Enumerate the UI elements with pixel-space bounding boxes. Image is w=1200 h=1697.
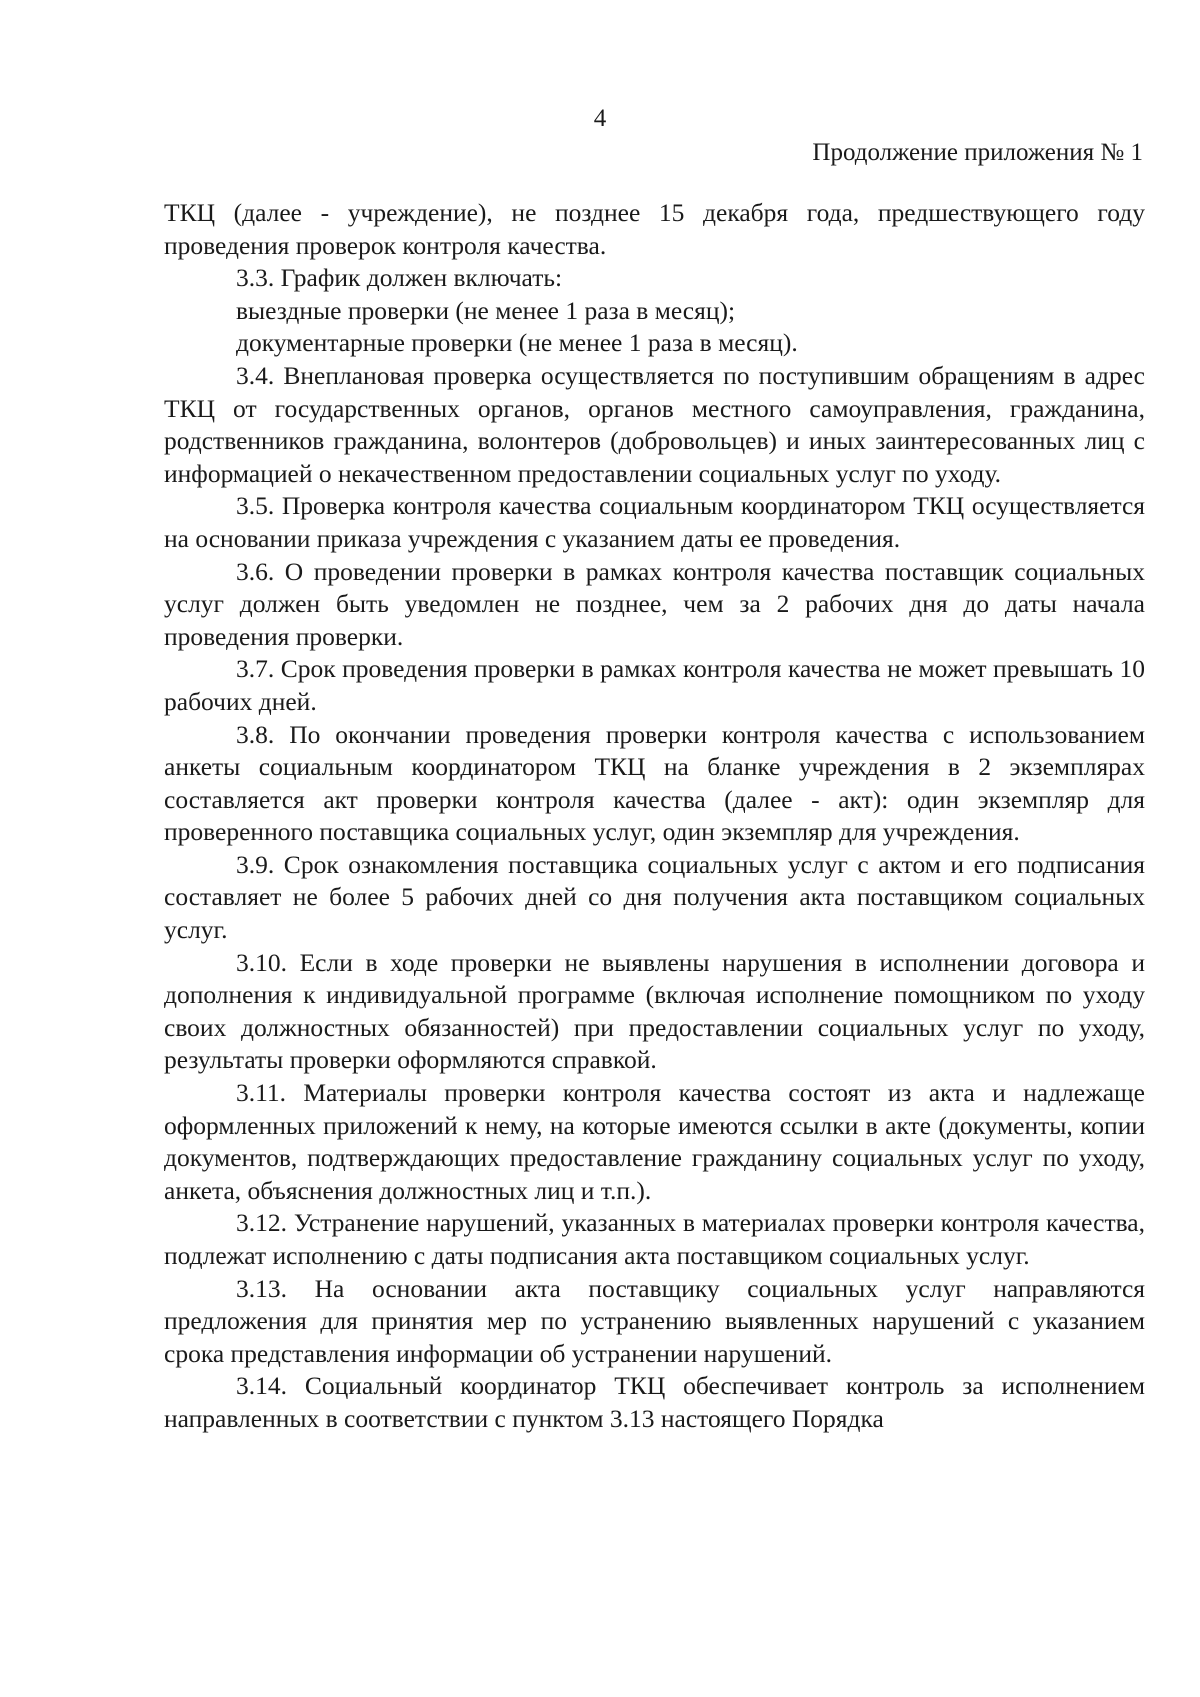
document-body bbox=[164, 197, 1145, 1436]
appendix-continuation-label: Продолжение приложения № 1 bbox=[812, 139, 1143, 166]
paragraph-3-9: 3.9. Срок ознакомления поставщика социальных услуг с актом и его подписания составляет не более 5 рабочих дней со дня получения акта поставщиком социальных услуг. bbox=[164, 849, 1145, 945]
paragraph-3-7: 3.7. Срок проведения проверки в рамках контроля качества не может превышать 10 рабочих дней. bbox=[164, 654, 1145, 716]
paragraph-3-6: 3.6. О проведении проверки в рамках контроля качества поставщик социальных услуг должен быть уведомлен не позднее, чем за 2 рабочих дня до даты начала проведения проверки. bbox=[164, 556, 1145, 651]
paragraph-3-8: 3.8. По окончании проведения проверки контроля качества с использованием анкеты социальным координатором ТКЦ на бланке учреждения в 2 экземплярах составляется акт проверки контроля качества (далее - акт): один экземпляр для проверенного поставщика социальных услуг, один экземпляр для учреждения. bbox=[164, 719, 1145, 847]
paragraph-3-3-item-2: документарные проверки (не менее 1 раза в месяц). bbox=[236, 328, 798, 358]
paragraph-continued: ТКЦ (далее - учреждение), не позднее 15 декабря года, предшествующего году проведения проверок контроля качества. bbox=[164, 198, 1145, 260]
paragraph-3-5: 3.5. Проверка контроля качества социальным координатором ТКЦ осуществляется на основании приказа учреждения с указанием даты ее проведения. bbox=[164, 491, 1145, 553]
paragraph-3-12: 3.12. Устранение нарушений, указанных в материалах проверки контроля качества, подлежат исполнению с даты подписания акта поставщиком социальных услуг. bbox=[164, 1208, 1145, 1270]
paragraph-3-14: 3.14. Социальный координатор ТКЦ обеспечивает контроль за исполнением направленных в соответствии с пунктом 3.13 настоящего Порядка bbox=[164, 1371, 1145, 1433]
paragraph-3-13: 3.13. На основании акта поставщику социальных услуг направляются предложения для принятия мер по устранению выявленных нарушений с указанием срока представления информации об устранении нарушений. bbox=[164, 1273, 1145, 1368]
paragraph-3-10: 3.10. Если в ходе проверки не выявлены нарушения в исполнении договора и дополнения к индивидуальной программе (включая исполнение помощником по уходу своих должностных обязанностей) при предоставлении социальных услуг по уходу, результаты проверки оформляются справкой. bbox=[164, 947, 1145, 1075]
paragraph-3-3: 3.3. График должен включать: bbox=[236, 263, 563, 293]
paragraph-3-11: 3.11. Материалы проверки контроля качества состоят из акта и надлежаще оформленных приложений к нему, на которые имеются ссылки в акте (документы, копии документов, подтверждающих предоставление гражданину социальных услуг по уходу, анкета, объяснения должностных лиц и т.п.). bbox=[164, 1078, 1145, 1205]
page-number: 4 bbox=[593, 105, 607, 132]
paragraph-3-4: 3.4. Внеплановая проверка осуществляется по поступившим обращениям в адрес ТКЦ от государственных органов, органов местного самоуправления, гражданина, родственников гражданина, волонтеров (добровольцев) и иных заинтересованных лиц с информацией о некачественном предоставлении социальных услуг по уходу. bbox=[164, 360, 1145, 488]
paragraph-3-3-item-1: выездные проверки (не менее 1 раза в месяц); bbox=[236, 295, 736, 325]
